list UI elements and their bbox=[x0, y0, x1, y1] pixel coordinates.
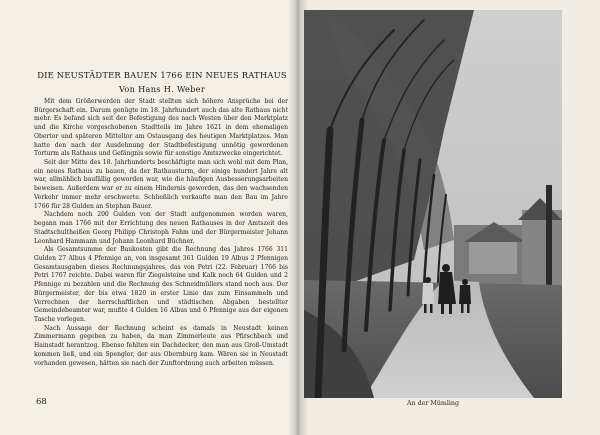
paragraph: Mit dem Größerwerden der Stadt stellten sich höhere Ansprüche bei der Bürgerschaft ein. Darum genügte im 18. Jahrhundert auch das alte Rathaus nicht mehr. Es befand sich seit der Befestigung des nach Westen über den Marktplatz und die Kirche vorgeschobenen Stadtteils im Jahre 1621 in dem ehemaligen Obertor und späteren Mitteltor am Ostausgang des heutigen Marktplatzes. Man hatte den nach der Ausdehnung der Stadtbefestigung unnötig gewordenen Torturm als Rathaus und Gefängnis sowie für sonstige Amtszwecke eingerichtet. bbox=[34, 98, 288, 158]
photo-caption: An der Mümling bbox=[407, 400, 459, 407]
article-title: DIE NEUSTÄDTER BAUEN 1766 EIN NEUES RATHAUS bbox=[37, 70, 287, 80]
article-author: Von Hans H. Weber bbox=[118, 84, 206, 94]
paragraph: Nach Aussage der Rechnung scheint es damals in Neustadt keinen Zimmermann gegeben zu haben, da man Zimmerleute aus Pfirschbach und Hainstadt herantzog. Ebenso fehlten ein Dachdecker, den man aus Groß-Umstadt kommen ließ, und ein Spengler, der aus Obernburg kam. Wären sie in Neustadt vorhanden gewesen, hätten sie nach der Zunftordnung auch arbeiten müssen. bbox=[34, 324, 288, 367]
page-number: 68 bbox=[36, 397, 47, 407]
paragraph: Als Gesamtsumme der Baukosten gibt die Rechnung des Jahres 1766 311 Gulden 27 Albus 4 Pfennige an, von insgesamt 361 Gulden 19 Albus 2 Pfennigen Gesamtausgaben dieses Rechnungsjahres, das von Petri (22. Februar) 1766 bis Petri 1767 reichte. Dabei waren für Ziegelsteine und Kalk noch 64 Gulden und 2 Pfennige zu bezahlen und die Rechnung des Schneidmüllers stand noch aus. Der Bürgermeister, der bis etwa 1820 in erster Linie das zum Einsammeln und Verrechnen der herrschaftlichen und städtischen Abgaben bestellter Gemeindebeamter war, mußte 4 Gulden 16 Albus und 6 Pfennige aus der eigenen Tasche vorlegen. bbox=[34, 246, 288, 323]
paragraph: Nachdem noch 200 Gulden von der Stadt aufgenommen worden waren, begann man 1766 mit der Errichtung des neuen Rathauses in der Amtszeit des Stadtschultheißen Georg Philipp Christoph Fahm und der Bürgermeister Johann Leonhard Hammann und Johann Leonhard Büchner. bbox=[34, 211, 288, 245]
article-body bbox=[34, 98, 288, 368]
paragraph: Seit der Mitte des 18. Jahrhunderts beschäftigte man sich wohl mit dem Plan, ein neues Rathaus zu bauen, da der Rathausturm, der einige hundert Jahre alt war, allmählich baufällig geworden war, wie die häufigen Ausbesserungsarbeiten beweisen. Außerdem war er zu einem Hindernis geworden, das den wachsenden Verkehr immer mehr erschwerte. Schließlich verkaufte man den Bau im Jahre 1766 für 28 Gulden an Stephan Bauer. bbox=[34, 159, 288, 210]
left-page bbox=[0, 0, 296, 435]
river-path-photo bbox=[304, 10, 562, 398]
